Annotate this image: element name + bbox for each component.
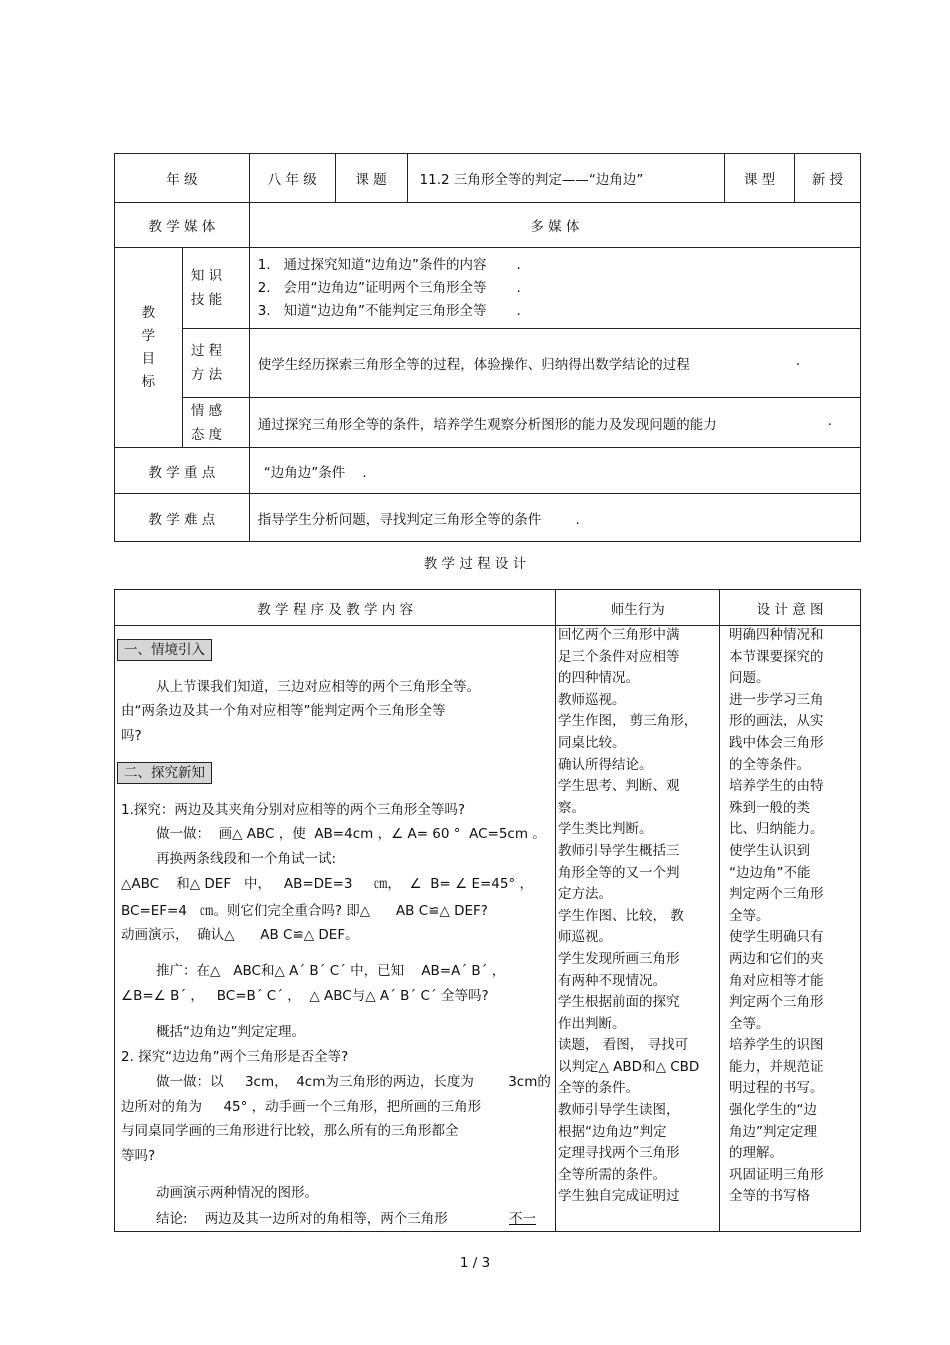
content-line: 推广：在△ ABC和△ A´ B´ C´ 中，已知 AB=A´ B´ ， bbox=[156, 963, 506, 979]
emotion-text-body: 通过探究三角形全等的条件，培养学生观察分析图形的能力及发现问题的能力 bbox=[257, 416, 717, 433]
design-line: 全等。 bbox=[729, 1015, 770, 1032]
ts-line: 的四种情况。 bbox=[558, 670, 639, 687]
content-line: BC=EF=4 ㎝。则它们完全重合吗? 即△ AB C≌△ DEF? bbox=[121, 903, 488, 919]
design-line: 全等的书写格 bbox=[729, 1188, 810, 1205]
design-line: 进一步学习三角 bbox=[729, 691, 824, 708]
knowledge-item: 3. 知道“边边角”不能判定三角形全等 . bbox=[257, 302, 521, 319]
process-text: 使学生经历探索三角形全等的过程，体验操作、归纳得出数学结论的过程 bbox=[257, 357, 690, 373]
topic-label: 课 题 bbox=[335, 154, 407, 203]
emotion-text bbox=[249, 398, 860, 448]
content-line: 与同桌同学画的三角形进行比较，那么所有的三角形都全 bbox=[121, 1123, 459, 1139]
design-line: 强化学生的“边 bbox=[729, 1102, 817, 1119]
goals-char: 教 bbox=[141, 304, 156, 321]
ts-line: 作出判断。 bbox=[558, 1015, 626, 1032]
design-line: 问题。 bbox=[729, 670, 770, 687]
design-line: 培养学生的由特 bbox=[729, 778, 824, 795]
goals-char: 学 bbox=[141, 327, 156, 344]
topic-value-text: 11.2 三角形全等的判定——“边角边” bbox=[419, 172, 644, 188]
type-label: 课 型 bbox=[725, 154, 795, 203]
content-line: 边所对的角为 45° ，动手画一个三角形，把所画的三角形 bbox=[121, 1099, 482, 1115]
knowledge-items bbox=[249, 248, 860, 329]
ts-line: 根据“边角边”判定 bbox=[558, 1123, 667, 1140]
process-method-label bbox=[182, 329, 249, 398]
ts-line: 角形全等的又一个判 bbox=[558, 864, 680, 881]
design-line: “边边角”不能 bbox=[729, 864, 811, 881]
lesson-info-table bbox=[114, 153, 861, 542]
design-line: 践中体会三角形 bbox=[729, 734, 824, 751]
ts-line: 读题， 看图， 寻找可 bbox=[558, 1037, 689, 1054]
design-line: 巩固证明三角形 bbox=[729, 1166, 824, 1183]
conclusion-tail: 不一 bbox=[509, 1211, 536, 1227]
media-value: 多 媒 体 bbox=[249, 203, 860, 248]
ts-line: 学生发现所画三角形 bbox=[558, 950, 680, 967]
ts-line: 教师巡视。 bbox=[558, 691, 626, 708]
content-line: 结论: 两边及其一边所对的角相等，两个三角形 bbox=[156, 1211, 448, 1227]
design-line: 明过程的书写。 bbox=[729, 1080, 824, 1097]
design-line: 角对应相等才能 bbox=[729, 972, 824, 989]
design-line: 使学生认识到 bbox=[729, 842, 810, 859]
knowledge-label-line: 知 识 bbox=[190, 268, 223, 284]
header-design: 设 计 意 图 bbox=[720, 590, 861, 626]
design-line: 的理解。 bbox=[729, 1145, 783, 1162]
ts-line: 足三个条件对应相等 bbox=[558, 648, 680, 665]
content-line: 动画演示， 确认△ AB C≌△ DEF。 bbox=[121, 927, 359, 943]
ts-line: 学生独自完成证明过 bbox=[558, 1188, 680, 1205]
content-line: 等吗? bbox=[121, 1148, 156, 1164]
process-label-line: 方 法 bbox=[190, 367, 223, 383]
knowledge-label-line: 技 能 bbox=[190, 292, 223, 308]
design-line: 判定两个三角形 bbox=[729, 994, 824, 1011]
emotion-label-line: 态 度 bbox=[190, 426, 223, 443]
design-line: 的全等条件。 bbox=[729, 756, 810, 773]
process-method-text bbox=[249, 329, 860, 398]
teacher-student-column bbox=[558, 625, 720, 1208]
difficulty-value: 指导学生分析问题，寻找判定三角形全等的条件 . bbox=[249, 494, 860, 542]
design-line: 殊到一般的类 bbox=[729, 799, 810, 816]
content-line: 1.探究：两边及其夹角分别对应相等的两个三角形全等吗? bbox=[121, 802, 466, 818]
content-line: 动画演示两种情况的图形。 bbox=[156, 1185, 318, 1201]
content-line: ∠B=∠ B´ ， BC=B´ C´ ， △ ABC与△ A´ B´ C´ 全等吗? bbox=[121, 988, 489, 1004]
process-end: . bbox=[795, 353, 800, 369]
design-line: 两边和它们的夹 bbox=[729, 950, 824, 967]
ts-line: 确认所得结论。 bbox=[558, 756, 653, 773]
design-line: 能力，并规范证 bbox=[729, 1058, 824, 1075]
ts-line: 同桌比较。 bbox=[558, 734, 626, 751]
ts-line: 学生作图、比较， 教 bbox=[558, 907, 684, 924]
knowledge-item: 1. 通过探究知道“边角边”条件的内容 . bbox=[257, 256, 521, 273]
content-line: 2. 探究“边边角”两个三角形是否全等? bbox=[121, 1049, 349, 1065]
grade-label: 年 级 bbox=[115, 154, 250, 203]
design-line: 使学生明确只有 bbox=[729, 929, 824, 946]
design-column bbox=[729, 625, 859, 1208]
key-point-label: 教 学 重 点 bbox=[115, 448, 250, 494]
ts-line: 师巡视。 bbox=[558, 929, 612, 946]
ts-line: 回忆两个三角形中满 bbox=[558, 627, 680, 643]
emotion-end: . bbox=[827, 412, 832, 429]
design-line: 形的画法，从实 bbox=[729, 713, 824, 730]
type-value: 新 授 bbox=[795, 154, 861, 203]
content-line: 由“两条边及其一个角对应相等”能判定两个三角形全等 bbox=[121, 703, 446, 719]
difficulty-label: 教 学 难 点 bbox=[115, 494, 250, 542]
emotion-label bbox=[182, 398, 249, 448]
emotion-label-line: 情 感 bbox=[190, 402, 223, 419]
page-number: 1 / 3 bbox=[459, 1255, 491, 1271]
content-line: △ABC 和△ DEF 中， AB=DE=3 ㎝， ∠ B= ∠ E=45° ， bbox=[121, 876, 534, 892]
design-line: 判定两个三角形 bbox=[729, 886, 824, 903]
grade-value: 八 年 级 bbox=[249, 154, 335, 203]
ts-line: 定方法。 bbox=[558, 886, 612, 903]
header-content: 教 学 程 序 及 教 学 内 容 bbox=[115, 590, 556, 626]
content-line: 再换两条线段和一个角试一试: bbox=[156, 851, 337, 867]
topic-value bbox=[407, 154, 725, 203]
content-line: 吗? bbox=[121, 728, 142, 744]
ts-line: 教师引导学生读图， bbox=[558, 1102, 680, 1119]
ts-line: 教师引导学生概括三 bbox=[558, 842, 680, 859]
content-line: 做一做： 画△ ABC ，使 AB=4cm ，∠ A= 60 ° AC=5cm 。 bbox=[156, 826, 546, 842]
process-title: 教 学 过 程 设 计 bbox=[423, 556, 527, 572]
design-line: 培养学生的识图 bbox=[729, 1037, 824, 1054]
ts-line: 学生作图， 剪三角形， bbox=[558, 713, 698, 730]
content-line: 概括“边角边”判定定理。 bbox=[156, 1024, 305, 1040]
ts-line: 定理寻找两个三角形 bbox=[558, 1145, 680, 1162]
design-line: 比、归纳能力。 bbox=[729, 821, 824, 838]
ts-line: 察。 bbox=[558, 799, 585, 816]
design-line: 全等。 bbox=[729, 907, 770, 924]
header-teacher-student: 师生行为 bbox=[556, 590, 720, 626]
goals-char: 标 bbox=[141, 373, 156, 390]
design-line: 角边”判定定理 bbox=[729, 1123, 817, 1140]
ts-line: 全等的条件。 bbox=[558, 1080, 639, 1097]
ts-line: 全等所需的条件。 bbox=[558, 1166, 666, 1183]
ts-line: 学生根据前面的探究 bbox=[558, 994, 680, 1011]
ts-line: 学生思考、判断、观 bbox=[558, 778, 680, 795]
process-label-line: 过 程 bbox=[190, 343, 223, 359]
section-intro: 一、情境引入 bbox=[117, 639, 212, 661]
design-line: 本节课要探究的 bbox=[729, 648, 824, 665]
goals-char: 目 bbox=[141, 350, 156, 367]
ts-line: 有两种不现情况。 bbox=[558, 972, 666, 989]
content-line: 从上节课我们知道，三边对应相等的两个三角形全等。 bbox=[156, 679, 480, 695]
design-line: 明确四种情况和 bbox=[729, 627, 824, 643]
ts-line: 学生类比判断。 bbox=[558, 821, 653, 838]
knowledge-label bbox=[182, 248, 249, 329]
content-line: 做一做：以 3cm， 4cm为三角形的两边，长度为 3cm的 bbox=[156, 1074, 551, 1090]
ts-line: 以判定△ ABD和△ CBD bbox=[558, 1058, 700, 1075]
key-point-value: “边角边”条件 . bbox=[249, 448, 860, 494]
section-explore: 二、探究新知 bbox=[117, 762, 212, 784]
knowledge-item: 2. 会用“边角边”证明两个三角形全等 . bbox=[257, 279, 521, 296]
media-label: 教 学 媒 体 bbox=[115, 203, 250, 248]
goals-label bbox=[115, 248, 183, 448]
